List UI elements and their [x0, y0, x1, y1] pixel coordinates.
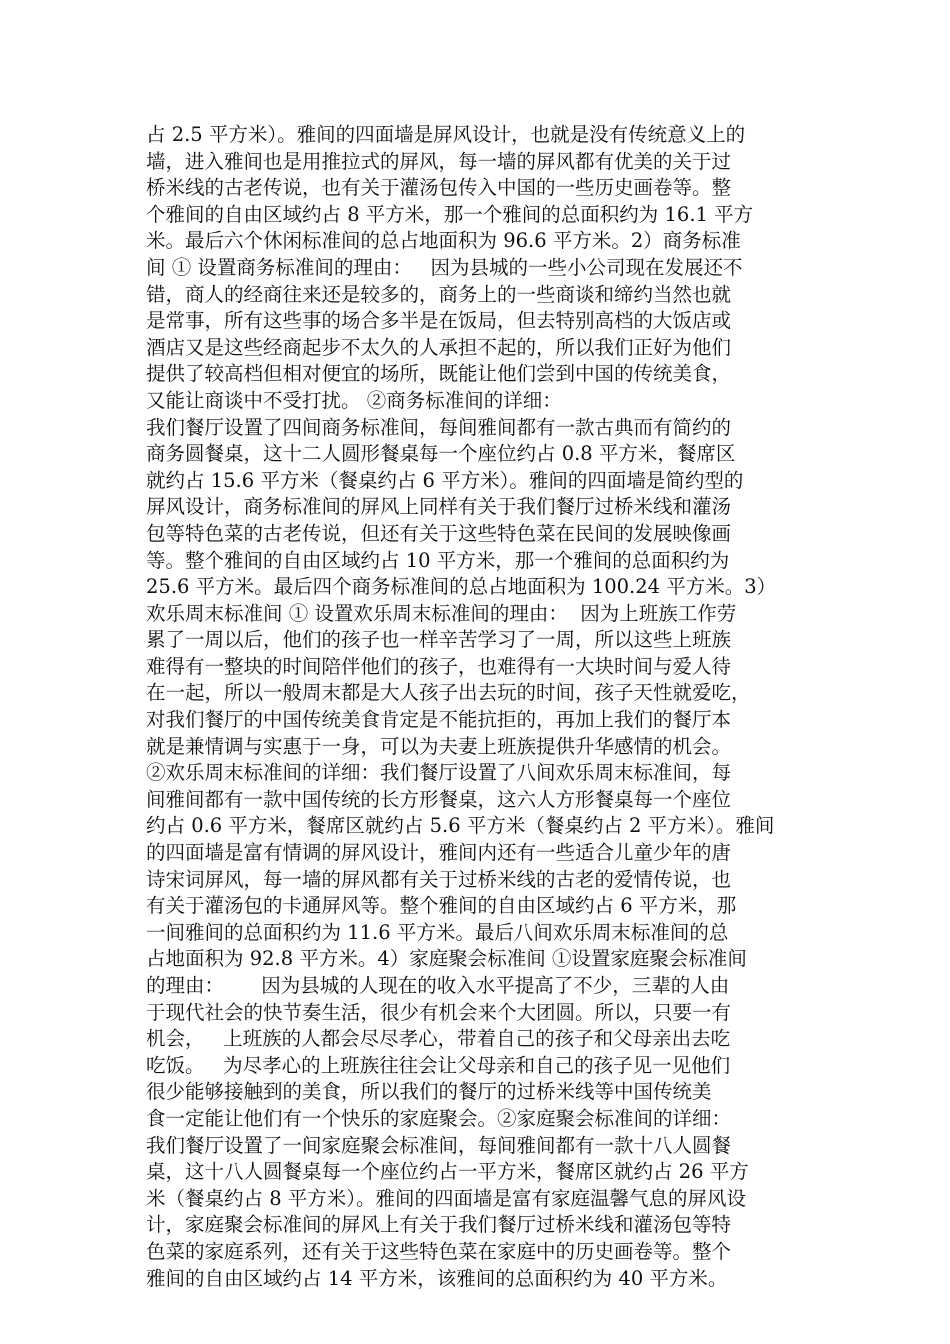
text-line: 我们餐厅设置了一间家庭聚会标准间，每间雅间都有一款十八人圆餐 — [146, 1133, 732, 1157]
text-line: 诗宋词屏风，每一墙的屏风都有关于过桥米线的古老的爱情传说，也 — [146, 867, 732, 891]
text-line: 的理由： 因为县城的人现在的收入水平提高了不少，三辈的人由 — [146, 974, 730, 997]
text-line: 于现代社会的快节奏生活，很少有机会来个大团圆。所以，只要一有 — [146, 1000, 732, 1024]
text-line: 就约占 15.6 平方米（餐桌约占 6 平方米）。雅间的四面墙是简约型的 — [146, 468, 744, 492]
text-line: 错，商人的经商往来还是较多的，商务上的一些商谈和缔约当然也就 — [146, 282, 732, 306]
text-line: 墙，进入雅间也是用推拉式的屏风，每一墙的屏风都有优美的关于过 — [146, 149, 732, 173]
text-line: 包等特色菜的古老传说，但还有关于这些特色菜在民间的发展映像画 — [146, 521, 732, 545]
text-line: 是常事，所有这些事的场合多半是在饭局，但去特别高档的大饭店或 — [146, 309, 732, 333]
text-line: 对我们餐厅的中国传统美食肯定是不能抗拒的，再加上我们的餐厅本 — [146, 708, 732, 732]
text-line: 25.6 平方米。最后四个商务标准间的总占地面积为 100.24 平方米。3） — [146, 575, 777, 599]
text-line: 机会， 上班族的人都会尽尽孝心，带着自己的孩子和父母亲出去吃 — [146, 1027, 731, 1051]
body-text — [146, 122, 824, 1292]
text-line: 米（餐桌约占 8 平方米）。雅间的四面墙是富有家庭温馨气息的屏风设 — [146, 1186, 747, 1210]
text-line: 个雅间的自由区域约占 8 平方米，那一个雅间的总面积约为 16.1 平方 — [146, 202, 754, 226]
text-line: 吃饭。 为尽孝心的上班族往往会让父母亲和自己的孩子见一见他们 — [146, 1053, 731, 1077]
text-line: 欢乐周末标准间 ① 设置欢乐周末标准间的理由： 因为上班族工作劳 — [146, 601, 737, 625]
text-line: 约占 0.6 平方米，餐席区就约占 5.6 平方米（餐桌约占 2 平方米）。雅间 — [146, 814, 775, 838]
text-line: 食一定能让他们有一个快乐的家庭聚会。②家庭聚会标准间的详细： — [146, 1106, 732, 1130]
text-line: 桥米线的古老传说，也有关于灌汤包传入中国的一些历史画卷等。整 — [146, 176, 732, 200]
text-line: 在一起，所以一般周末都是大人孩子出去玩的时间，孩子天性就爱吃， — [146, 681, 751, 705]
text-line: 难得有一整块的时间陪伴他们的孩子，也难得有一大块时间与爱人待 — [146, 654, 732, 678]
text-line: 米。最后六个休闲标准间的总占地面积为 96.6 平方米。2）商务标准 — [146, 229, 741, 253]
text-line: 色菜的家庭系列，还有关于这些特色菜在家庭中的历史画卷等。整个 — [146, 1239, 732, 1263]
text-line: 间 ① 设置商务标准间的理由： 因为县城的一些小公司现在发展还不 — [146, 255, 743, 279]
text-line: 雅间的自由区域约占 14 平方米，该雅间的总面积约为 40 平方米。 — [146, 1266, 728, 1290]
text-line: 计，家庭聚会标准间的屏风上有关于我们餐厅过桥米线和灌汤包等特 — [146, 1213, 732, 1237]
text-line: 等。整个雅间的自由区域约占 10 平方米，那一个雅间的总面积约为 — [146, 548, 730, 572]
text-line: 占 2.5 平方米）。雅间的四面墙是屏风设计，也就是没有传统意义上的 — [146, 123, 746, 146]
text-line: 一间雅间的总面积约为 11.6 平方米。最后八间欢乐周末标准间的总 — [146, 920, 729, 944]
text-line: 酒店又是这些经商起步不太久的人承担不起的，所以我们正好为他们 — [146, 335, 732, 359]
text-line: 就是兼情调与实惠于一身，可以为夫妻上班族提供升华感情的机会。 — [146, 734, 732, 758]
text-line: 屏风设计，商务标准间的屏风上同样有关于我们餐厅过桥米线和灌汤 — [146, 495, 732, 519]
text-line: 又能让商谈中不受打扰。 ②商务标准间的详细： — [146, 388, 562, 412]
text-line: 桌，这十八人圆餐桌每一个座位约占一平方米，餐席区就约占 26 平方 — [146, 1160, 749, 1184]
text-line: 商务圆餐桌，这十二人圆形餐桌每一个座位约占 0.8 平方米，餐席区 — [146, 442, 736, 466]
text-line: 的四面墙是富有情调的屏风设计，雅间内还有一些适合儿童少年的唐 — [146, 841, 732, 865]
text-line: 累了一周以后，他们的孩子也一样辛苦学习了一周，所以这些上班族 — [146, 628, 732, 652]
text-line: 有关于灌汤包的卡通屏风等。整个雅间的自由区域约占 6 平方米，那 — [146, 894, 737, 918]
text-line: 间雅间都有一款中国传统的长方形餐桌，这六人方形餐桌每一个座位 — [146, 787, 732, 811]
text-line: ②欢乐周末标准间的详细：我们餐厅设置了八间欢乐周末标准间，每 — [146, 761, 732, 785]
text-line: 我们餐厅设置了四间商务标准间，每间雅间都有一款古典而有简约的 — [146, 415, 732, 439]
text-line: 占地面积为 92.8 平方米。4）家庭聚会标准间 ①设置家庭聚会标准间 — [146, 947, 747, 971]
text-line: 很少能够接触到的美食，所以我们的餐厅的过桥米线等中国传统美 — [146, 1080, 712, 1104]
text-line: 提供了较高档但相对便宜的场所，既能让他们尝到中国的传统美食， — [146, 362, 732, 386]
